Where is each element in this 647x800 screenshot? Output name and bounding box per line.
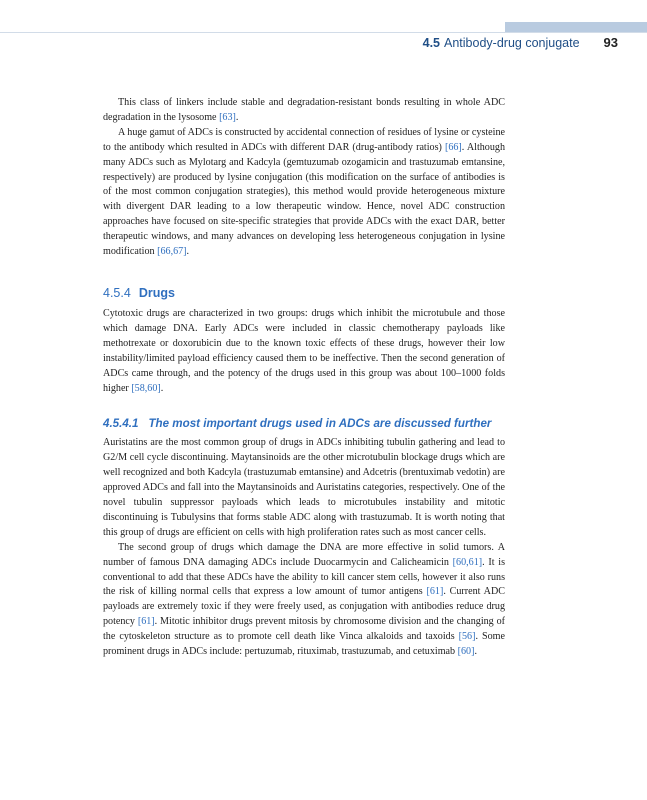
text-run: . Current ADC payloads are extremely toxic if they were freely used, as conjugation with antibodies reduce drug potency — [103, 586, 505, 628]
paragraph-cytotoxic-drugs — [103, 307, 505, 396]
page-number: 93 — [603, 35, 618, 50]
text-run: . Mitotic inhibitor drugs prevent mitosis by chromosome division and the changing of the cytoskeleton structure as to promote cell death like Vinca alkaloids and taxoids — [103, 616, 505, 643]
citation-link[interactable]: [58,60] — [131, 382, 161, 394]
citation-link[interactable]: [61] — [426, 586, 444, 598]
text-run: Cytotoxic drugs are characterized in two groups: drugs which inhibit the microtubule and those which damage DNA. Early ADCs were included in classic chemotherapy payloads like methotrexate or doxorubicin due to the known toxic effects of these drugs, however their low instability/limited payload efficiency caused them to be ineffective. Then the second generation of ADCs came through, and the potency of the drugs used in this group was about 100–1000 folds higher — [103, 307, 505, 394]
text-run: A huge gamut of ADCs is constructed by accidental connection of residues of lysine or cysteine to the antibody which resulted in ADCs with different DAR (drug-antibody ratios) — [103, 126, 505, 153]
text-run: . — [160, 382, 164, 394]
section-heading-drugs — [103, 285, 505, 301]
citation-link[interactable]: [61] — [137, 616, 155, 628]
text-run: . — [474, 646, 477, 658]
text-run: . — [235, 111, 239, 123]
header-accent-bar — [505, 22, 647, 32]
paragraph-linkers — [103, 96, 505, 126]
citation-link[interactable]: [63] — [219, 111, 236, 123]
running-head-section-number: 4.5 — [422, 36, 441, 50]
running-head-title: Antibody-drug conjugate — [444, 36, 580, 50]
subsection-heading-important-drugs — [103, 416, 505, 432]
text-run: This class of linkers include stable and degradation-resistant bonds resulting in whole ADC degradation in the lysosome — [103, 97, 505, 123]
text-run: . — [186, 246, 190, 258]
text-run: . Although many ADCs such as Mylotarg and Kadcyla (gemtuzumab ozogamicin and trastuzumab emtansine, respectively) are produced by lysine conjugation (this modification on the surface of antibodies is of the most common conjugation strategies), this method would provide heterogeneous mixture with divergent DAR leading to a low therapeutic window. Hence, novel ADC construction approaches have focused on site-specific strategies that provide ADCs with the exact DAR, better therapeutic windows, and many advances on developing less heterogeneous conjugation in lysine modification — [103, 141, 505, 258]
text-run: . Some prominent drugs in ADCs include: pertuzumab, rituximab, trastuzumab, and cetuximab — [103, 631, 505, 658]
citation-link[interactable]: [60,61] — [452, 556, 483, 568]
header-rule — [0, 32, 647, 33]
paragraph-dna-damaging — [103, 541, 505, 660]
citation-link[interactable]: [56] — [458, 631, 476, 643]
paragraph-auristatins — [103, 436, 505, 540]
citation-link[interactable]: [66,67] — [157, 246, 187, 258]
section-number: 4.5.4 — [103, 285, 131, 300]
subsection-title: The most important drugs used in ADCs are discussed further — [148, 417, 492, 431]
subsection-number: 4.5.4.1 — [103, 417, 139, 431]
text-run: . It is conventional to add that these ADCs have the ability to kill cancer stem cells, however it also runs the risk of killing normal cells that express a low amount of tumor antigens — [103, 556, 506, 598]
text-run: Auristatins are the most common group of drugs in ADCs inhibiting tubulin gathering and lead to G2/M cell cycle discontinuing. Maytansinoids are the other microtubulin blockage drugs which are well recognized and both Kadcyla (trastuzumab emtansine) and Adcetris (brentuximab vedotin) are approved ADCs and fall into the Maytansinoids and Auristatins categories, respectively. One of the novel tubulin suppressor payloads which leads to microtubules instability and mitotic discontinuing is Tubulysins that forms stable ADC along with trastuzumab. It is worth noting that this group of drugs are efficient on cells with high proliferation rates such as most cancer cells. — [103, 437, 505, 538]
section-title: Drugs — [138, 285, 175, 300]
body-text — [103, 96, 505, 660]
citation-link[interactable]: [66] — [444, 141, 462, 153]
citation-link[interactable]: [60] — [457, 646, 475, 658]
running-head — [423, 35, 618, 55]
paragraph-adc-construction — [103, 126, 505, 260]
text-run: The second group of drugs which damage the DNA are more effective in solid tumors. A number of famous DNA damaging ADCs include Duocarmycin and Calicheamicin — [103, 541, 505, 568]
